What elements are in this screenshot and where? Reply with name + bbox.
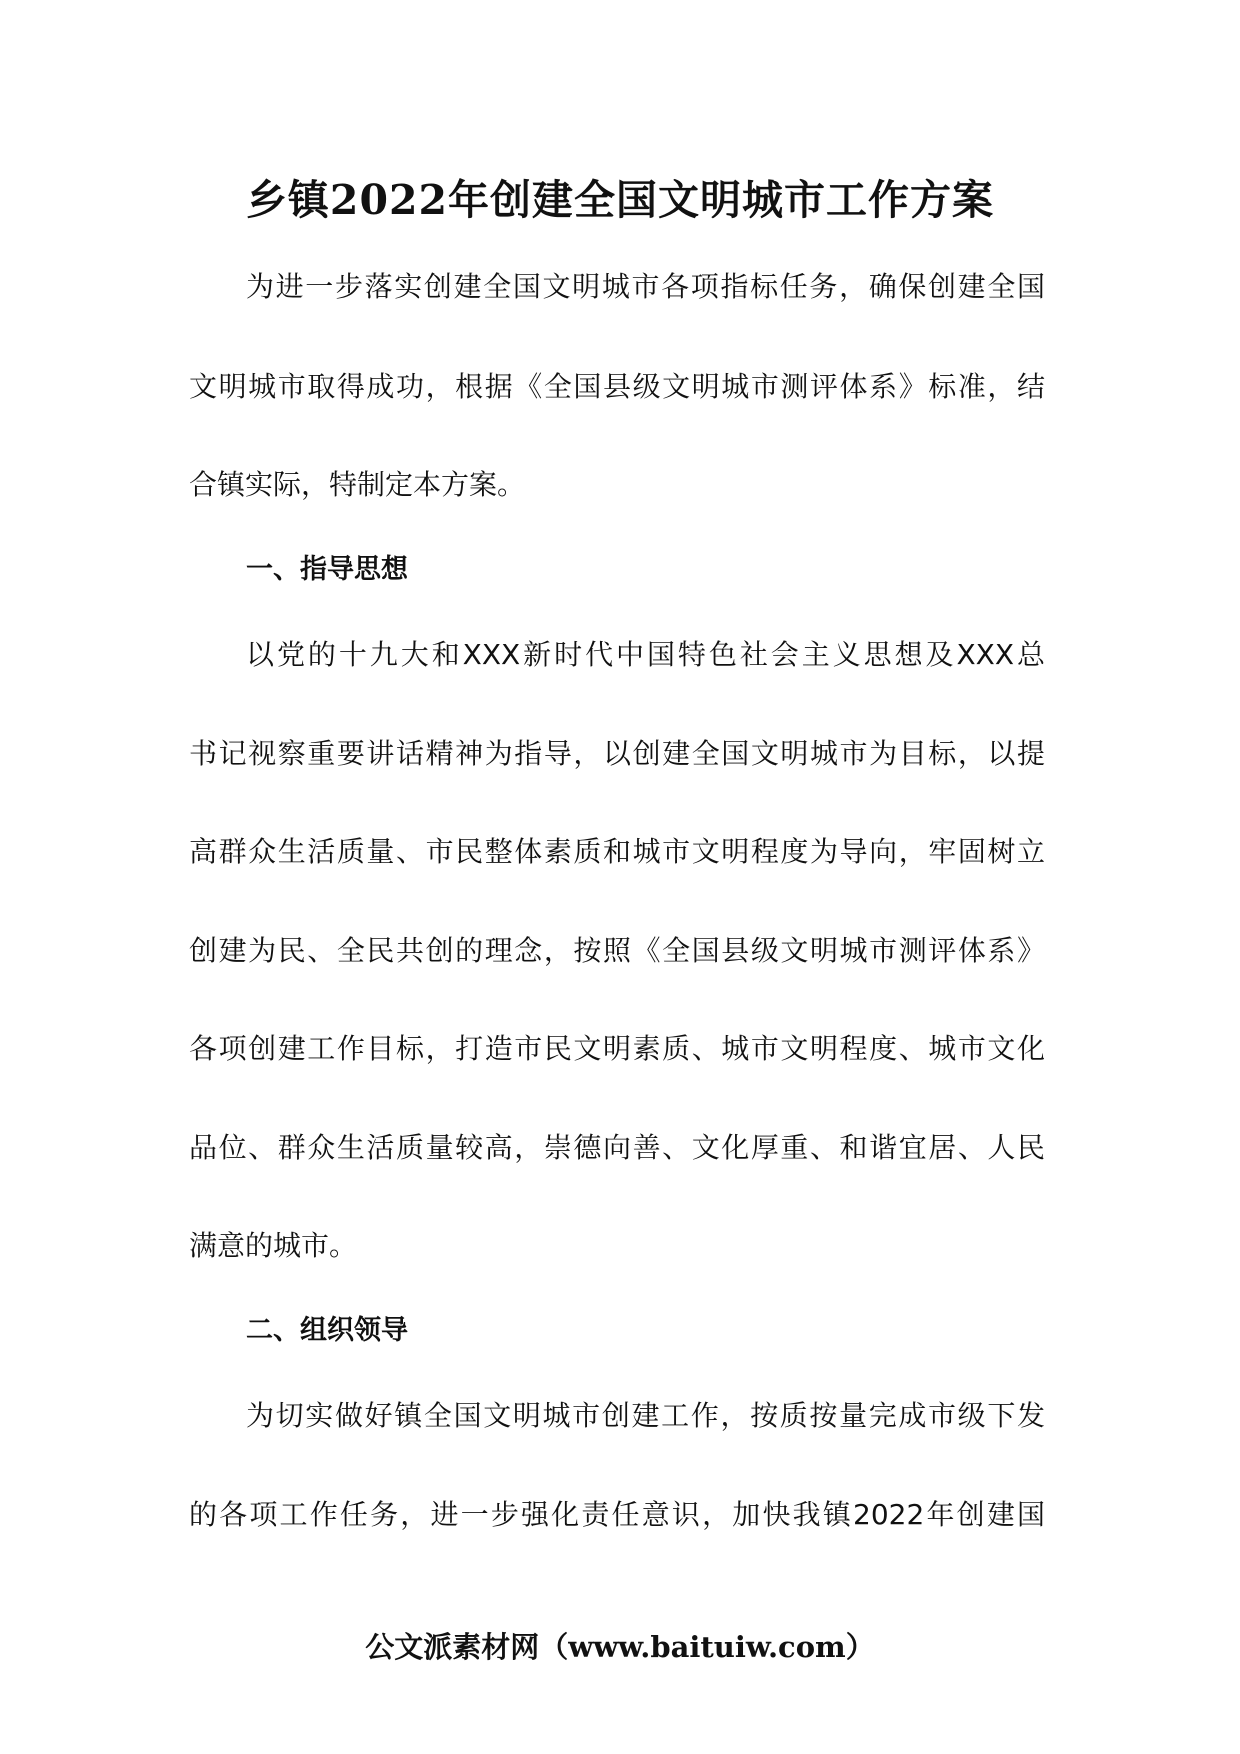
document-title: 乡镇2022年创建全国文明城市工作方案: [245, 176, 995, 224]
section1-line-6: 品位、群众生活质量较高，崇德向善、文化厚重、和谐宜居、人民: [189, 1131, 1045, 1164]
section1-line-4: 创建为民、全民共创的理念，按照《全国县级文明城市测评体系》: [189, 934, 1045, 967]
section1-line-7: 满意的城市。: [189, 1229, 358, 1262]
section-heading-guiding-ideology: 一、指导思想: [246, 554, 408, 585]
footer-watermark: 公文派素材网（www.baituiw.com）: [365, 1630, 875, 1664]
section2-line-2: 的各项工作任务，进一步强化责任意识，加快我镇2022年创建国: [189, 1498, 1045, 1531]
section1-line-1: 以党的十九大和XXX新时代中国特色社会主义思想及XXX总: [246, 638, 1045, 671]
section1-line-2: 书记视察重要讲话精神为指导，以创建全国文明城市为目标，以提: [189, 737, 1045, 770]
section-heading-organization: 二、组织领导: [246, 1315, 408, 1346]
intro-line-1: 为进一步落实创建全国文明城市各项指标任务，确保创建全国: [246, 270, 1045, 303]
section2-line-1: 为切实做好镇全国文明城市创建工作，按质按量完成市级下发: [246, 1399, 1045, 1432]
section1-line-3: 高群众生活质量、市民整体素质和城市文明程度为导向，牢固树立: [189, 835, 1045, 868]
intro-line-2: 文明城市取得成功，根据《全国县级文明城市测评体系》标准，结: [189, 370, 1045, 403]
section1-line-5: 各项创建工作目标，打造市民文明素质、城市文明程度、城市文化: [189, 1032, 1045, 1065]
intro-line-3: 合镇实际，特制定本方案。: [189, 468, 526, 501]
